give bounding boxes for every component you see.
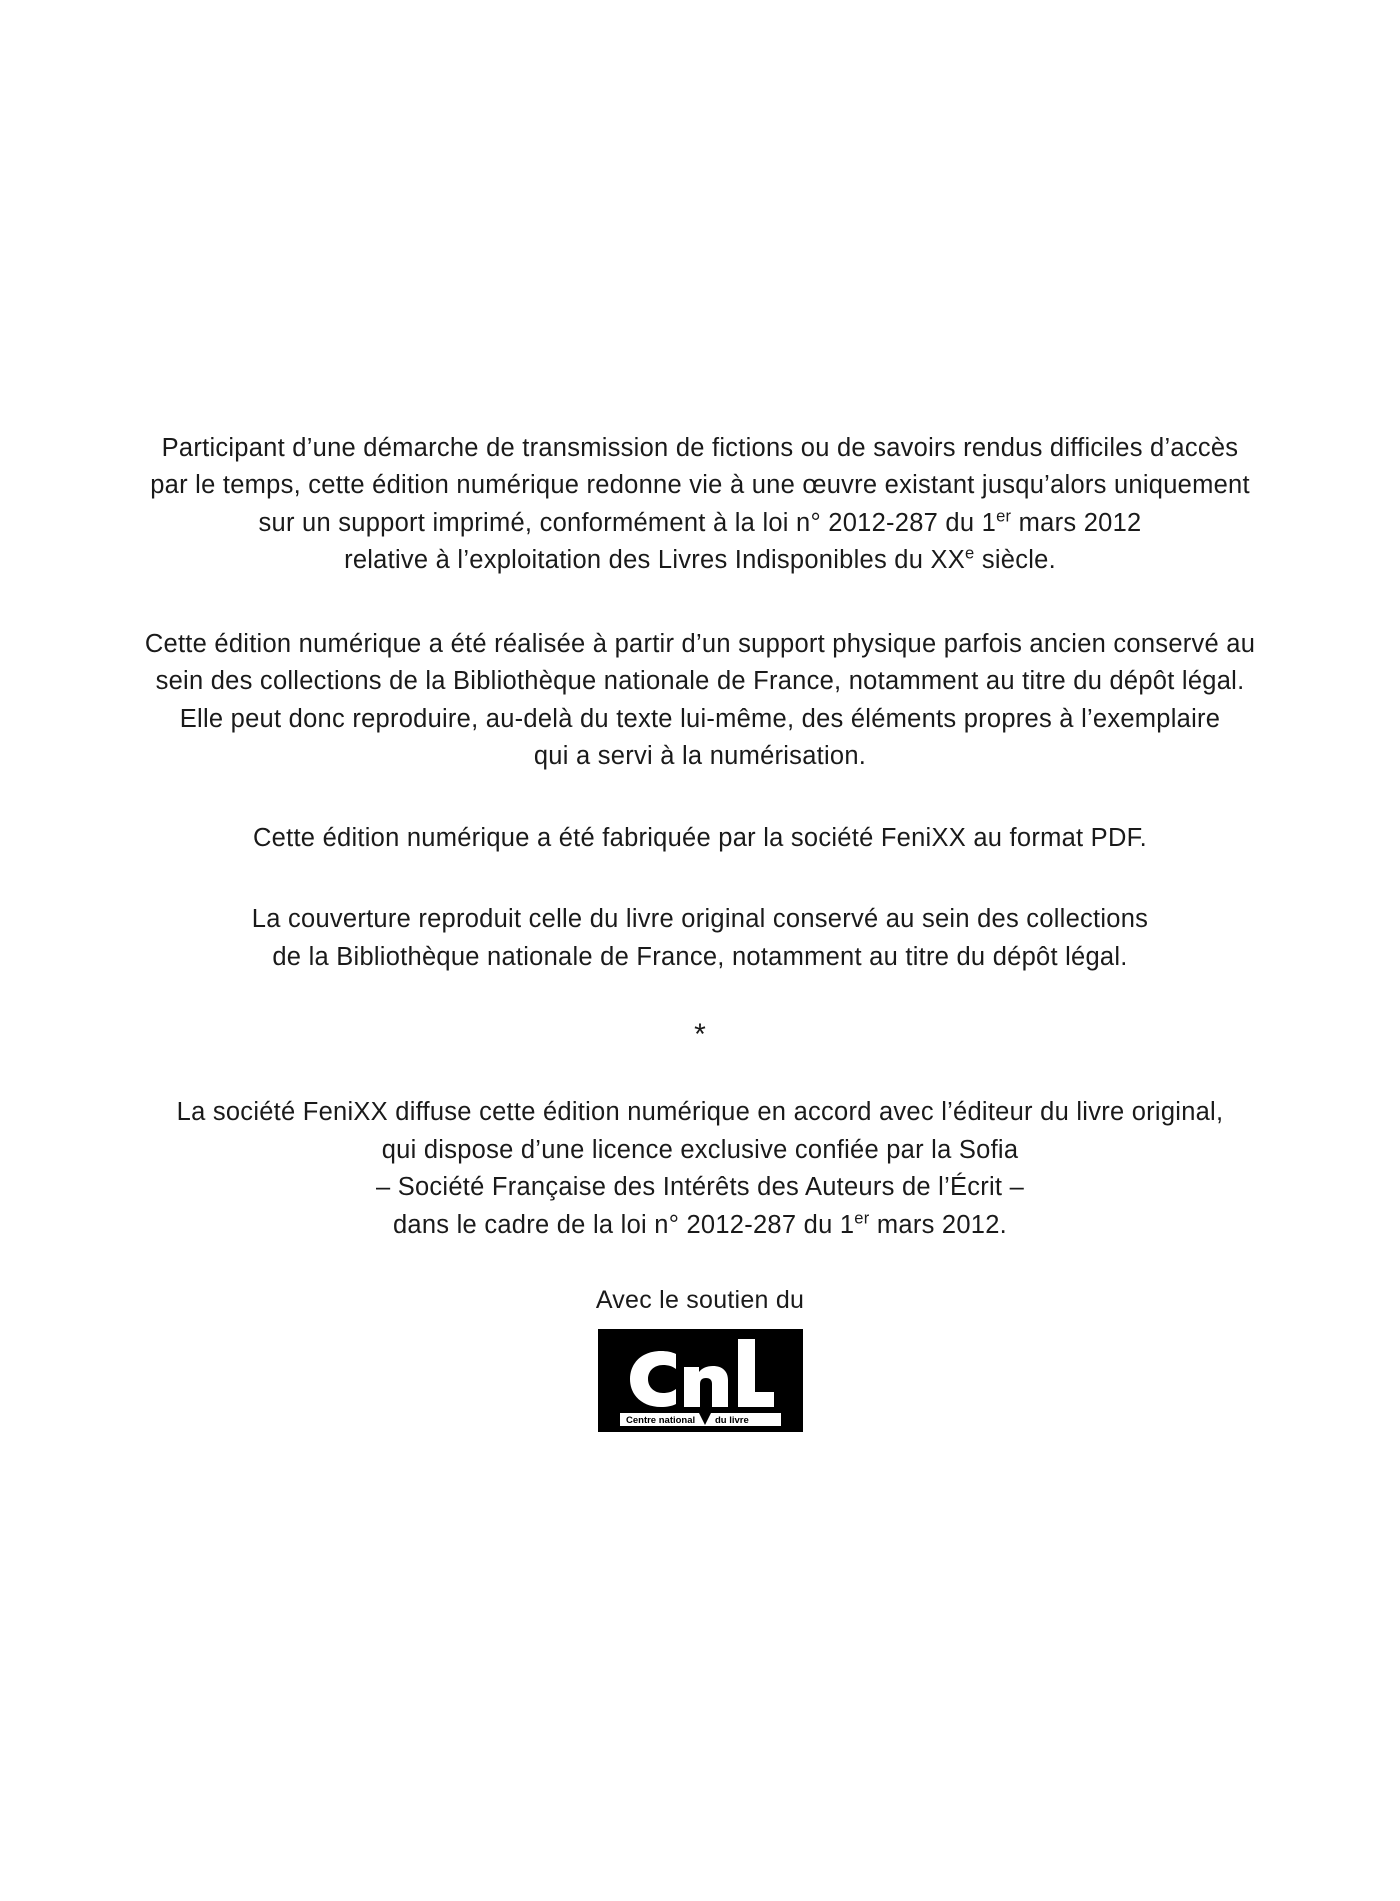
paragraph-line-text: relative à l’exploitation des Livres Indisponibles du XX — [344, 546, 966, 575]
paragraph-fabrication — [140, 820, 1260, 857]
paragraph-line: Cette édition numérique a été fabriquée par la société FeniXX au format PDF. — [253, 823, 1147, 852]
paragraph-line: Elle peut donc reproduire, au-delà du texte lui-même, des éléments propres à l’exemplaire — [179, 704, 1221, 733]
spacer — [0, 1244, 1400, 1284]
paragraph-line: Participant d’une démarche de transmission de fictions ou de savoirs rendus difficiles d’accès — [161, 434, 1239, 462]
paragraph-line: qui dispose d’une licence exclusive confiée par la Sofia — [381, 1135, 1019, 1164]
paragraph-source-physique — [140, 626, 1260, 776]
spacer — [0, 776, 1400, 820]
paragraph-line: – Société Française des Intérêts des Auteurs de l’Écrit – — [375, 1173, 1025, 1202]
paragraph-line: La couverture reproduit celle du livre original conservé au sein des collections — [251, 905, 1149, 934]
notice-content — [0, 430, 1400, 1432]
paragraph-line: sein des collections de la Bibliothèque nationale de France, notamment au titre du dépôt légal. — [155, 667, 1245, 696]
paragraph-line-text: siècle. — [974, 546, 1056, 575]
spacer — [0, 976, 1400, 1020]
logo-caption: Avec le soutien du — [595, 1286, 805, 1315]
paragraph-line: Cette édition numérique a été réalisée à partir d’un support physique parfois ancien conservé au — [144, 629, 1256, 658]
ordinal-suffix: e — [965, 543, 975, 563]
paragraph-line — [140, 1207, 1260, 1244]
ordinal-suffix: er — [854, 1208, 870, 1228]
paragraph-line: La société FeniXX diffuse cette édition numérique en accord avec l’éditeur du livre original, — [176, 1098, 1224, 1127]
paragraph-line — [140, 542, 1260, 579]
paragraph-diffusion — [140, 1094, 1260, 1244]
paragraph-line: qui a servi à la numérisation. — [533, 742, 867, 771]
asterisk-separator: * — [694, 1018, 706, 1052]
ordinal-suffix: er — [996, 506, 1012, 526]
paragraph-line-text: mars 2012 — [1011, 508, 1142, 537]
cnl-logo-icon — [598, 1329, 803, 1432]
logo-subtitle-left: Centre national — [625, 1414, 695, 1426]
paragraph-line: par le temps, cette édition numérique redonne vie à une œuvre existant jusqu’alors uniquement — [150, 471, 1250, 500]
spacer — [0, 580, 1400, 626]
spacer — [0, 857, 1400, 901]
paragraph-transmission — [140, 430, 1260, 580]
paragraph-line — [140, 505, 1260, 542]
spacer — [0, 1050, 1400, 1094]
paragraph-line-text: sur un support imprimé, conformément à la loi n° 2012-287 du 1 — [258, 508, 997, 537]
logo-subtitle-right: du livre — [714, 1414, 749, 1426]
paragraph-line-text: dans le cadre de la loi n° 2012-287 du 1 — [392, 1210, 855, 1239]
support-logo-block — [570, 1284, 830, 1432]
paragraph-couverture — [140, 901, 1260, 976]
paragraph-line-text: mars 2012. — [869, 1210, 1007, 1239]
paragraph-line: de la Bibliothèque nationale de France, notamment au titre du dépôt légal. — [272, 942, 1128, 971]
